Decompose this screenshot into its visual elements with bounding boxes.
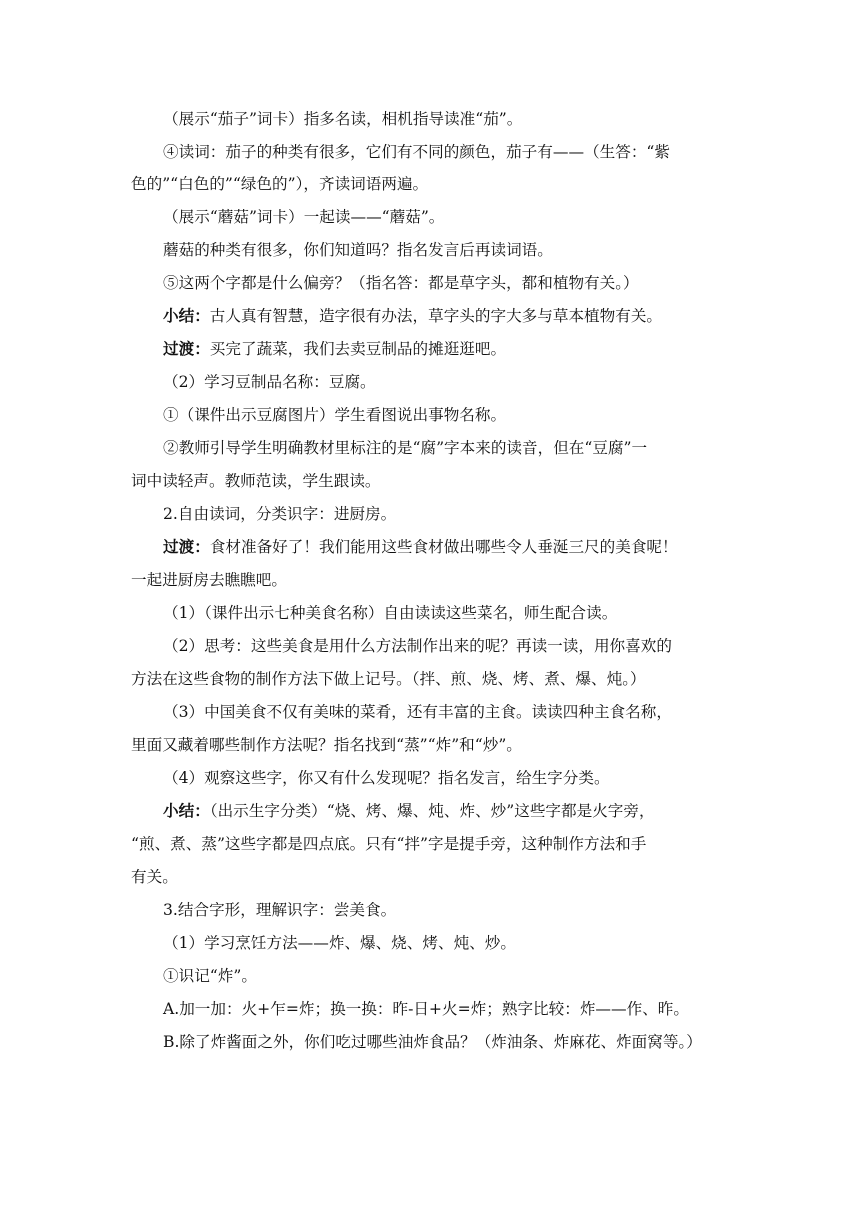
paragraph-line: ②教师引导学生明确教材里标注的是“腐”字本来的读音，但在“豆腐”一 [163,439,648,457]
summary-line: 小结：（出示生字分类）“烧、烤、爆、炖、炸、炒”这些字都是火字旁， [163,801,655,820]
summary-label: 小结： [163,306,210,325]
paragraph-line: “煎、煮、蒸”这些字都是四点底。只有“拌”字是提手旁，这种制作方法和手 [131,835,647,853]
section-heading: 3.结合字形，理解识字：尝美食。 [163,901,397,919]
transition-label: 过渡： [163,339,210,358]
subheading-line: （1）学习烹饪方法——炸、爆、烧、烤、炖、炒。 [163,934,516,952]
transition-line: 过渡：食材准备好了！我们能用这些食材做出哪些令人垂涎三尺的美食呢！ [163,537,678,556]
paragraph-line: 色的”“白色的”“绿色的”），齐读词语两遍。 [131,175,429,193]
paragraph-line: B.除了炸酱面之外，你们吃过哪些油炸食品？（炸油条、炸麻花、炸面窝等。） [163,1033,702,1051]
paragraph-line: （展示“茄子”词卡）指多名读，相机指导读准“茄”。 [163,110,523,128]
paragraph-line: （3）中国美食不仅有美味的菜肴，还有丰富的主食。读读四种主食名称， [163,703,672,721]
paragraph-line: ①（课件出示豆腐图片）学生看图说出事物名称。 [163,406,507,424]
paragraph-line: （4）观察这些字，你又有什么发现呢？指名发言，给生字分类。 [163,769,610,787]
paragraph-line: （2）思考：这些美食是用什么方法制作出来的呢？再读一读，用你喜欢的 [163,637,672,655]
summary-label: 小结： [163,801,210,820]
paragraph-line: ①识记“炸”。 [163,967,257,985]
transition-label: 过渡： [163,537,210,556]
paragraph-line: 蘑菇的种类有很多，你们知道吗？指名发言后再读词语。 [163,241,553,259]
paragraph-line: 词中读轻声。教师范读，学生跟读。 [131,472,381,490]
paragraph-line: ④读词：茄子的种类有很多，它们有不同的颜色，茄子有——（生答：“紫 [163,143,670,161]
paragraph-line: 里面又藏着哪些制作方法呢？指名找到“蒸”“炸”和“炒”。 [131,736,522,754]
summary-line: 小结：古人真有智慧，造字很有办法，草字头的字大多与草本植物有关。 [163,306,663,325]
paragraph-line: 一起进厨房去瞧瞧吧。 [131,571,287,589]
section-heading: 2.自由读词，分类识字：进厨房。 [163,505,397,523]
paragraph-line: （展示“蘑菇”词卡）一起读——“蘑菇”。 [163,208,445,226]
subheading-line: （2）学习豆制品名称：豆腐。 [163,373,376,391]
paragraph-line: 方法在这些食物的制作方法下做上记号。（拌、煎、烧、烤、煮、爆、炖。） [131,670,646,688]
paragraph-line: ⑤这两个字都是什么偏旁？（指名答：都是草字头，都和植物有关。） [163,274,639,292]
paragraph-line: （1）（课件出示七种美食名称）自由读读这些菜名，师生配合读。 [163,604,618,622]
paragraph-line: 有关。 [131,868,178,886]
paragraph-line: A.加一加：火+乍=炸；换一换：昨-日+火=炸；熟字比较：炸——作、昨。 [163,1000,689,1018]
transition-line: 过渡：买完了蔬菜，我们去卖豆制品的摊逛逛吧。 [163,339,507,358]
